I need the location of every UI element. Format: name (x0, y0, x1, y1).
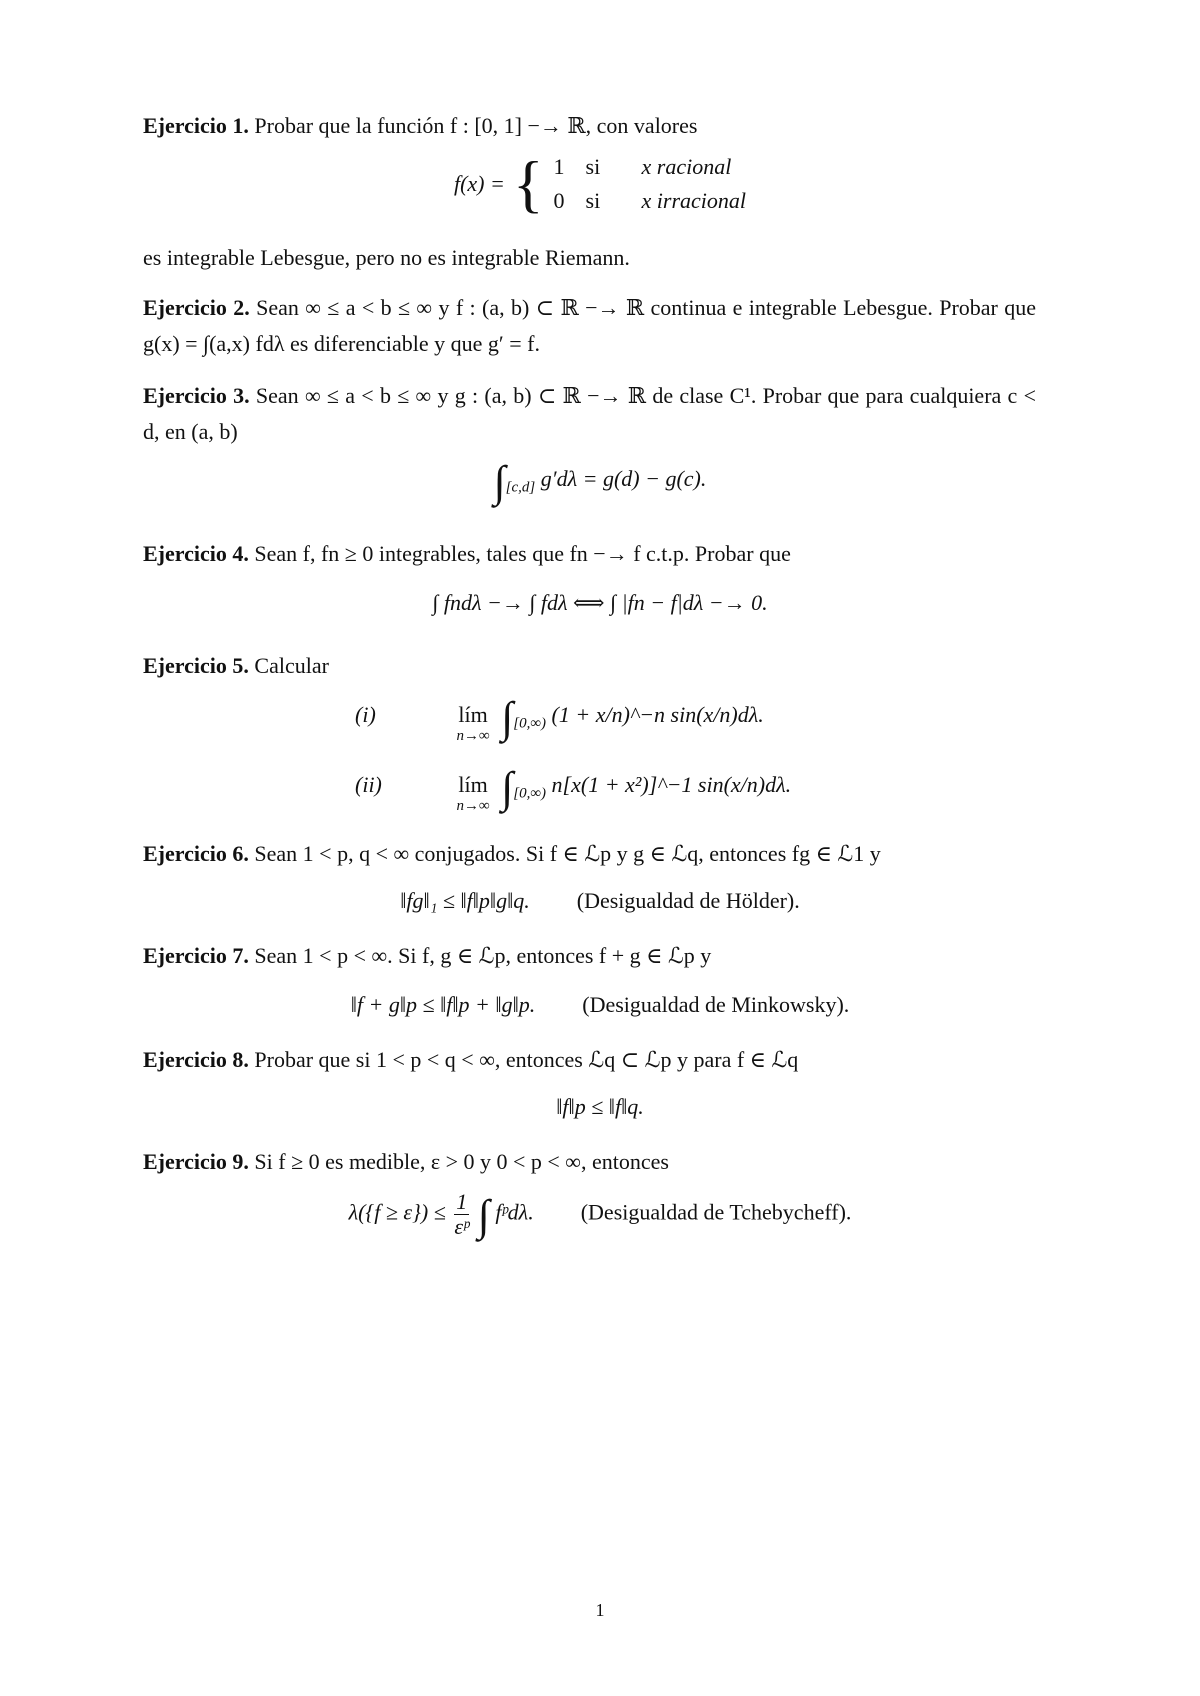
limit-operator (457, 702, 490, 744)
exercise-text: Sean 1 < p, q < ∞ conjugados. Si f ∈ ℒp y g ∈ ℒq, entonces fg ∈ ℒ1 y (254, 841, 881, 866)
exercise-text: Sean 1 < p < ∞. Si f, g ∈ ℒp, entonces f + g ∈ ℒp y (254, 943, 712, 968)
exercise-8 (143, 1042, 1036, 1078)
display-formula: g′dλ = g(d) − g(c). (540, 466, 707, 491)
exercise-text: Sean ∞ ≤ a < b ≤ ∞ y g : (a, b) ⊂ ℝ −→ ℝ de clase C¹. Probar que para cualquiera c < d, en (a, b) (143, 383, 1036, 444)
exercise-label: Ejercicio 7. (143, 943, 249, 968)
exercise-3-display: $\int_{[c,d]}$ g′dλ = g(d) − g(c). (493, 457, 707, 506)
case-value: 1 (553, 154, 565, 179)
lim-subscript: n→∞ (456, 728, 490, 744)
exercise-text: Calcular (254, 653, 329, 678)
integral-domain: [c,d] (505, 479, 536, 496)
piecewise-lhs: f(x) = (453, 171, 505, 196)
fraction-numerator: 1 (456, 1189, 468, 1214)
exercise-5 (143, 648, 1036, 684)
case-condition: x racional (641, 154, 732, 179)
exercise-label: Ejercicio 2. (143, 295, 250, 320)
exercise-text: Si f ≥ 0 es medible, ε > 0 y 0 < p < ∞, entonces (254, 1149, 669, 1174)
exercise-label: Ejercicio 4. (143, 541, 249, 566)
inequality-name: (Desigualdad de Hölder). (576, 888, 800, 913)
item-label: (i) (355, 702, 376, 727)
fraction (454, 1190, 469, 1239)
exercise-4 (143, 536, 1036, 572)
exercise-text: Probar que si 1 < p < q < ∞, entonces ℒq ⊂ ℒp y para f ∈ ℒq (254, 1047, 799, 1072)
cases-table (554, 150, 747, 218)
limit-item-1: (i) lím n→∞ $\int_{[0,\infty)}$ (1 + x/n)^−n sin(x/n)dλ. (355, 693, 764, 744)
exercise-1-conclusion: es integrable Lebesgue, pero no es integrable Riemann. (143, 245, 630, 270)
exercise-label: Ejercicio 8. (143, 1047, 249, 1072)
exercise-7 (143, 938, 1036, 974)
exercise-label: Ejercicio 5. (143, 653, 249, 678)
integrand: (1 + x/n)^−n sin(x/n)dλ. (551, 702, 764, 727)
case-si: si (585, 154, 601, 179)
exercise-8-display: ‖f‖p ≤ ‖f‖q. (556, 1094, 644, 1119)
display-lhs: λ({f ≥ ε}) ≤ (348, 1199, 446, 1225)
display-rhs: fᵖdλ. (495, 1199, 534, 1225)
page-number: 1 (595, 1600, 605, 1620)
piecewise-definition: f(x) = { 1 si x racional 0 si x irracional (453, 148, 747, 219)
exercise-1 (143, 108, 1036, 144)
integral-domain: [0,∞) (513, 715, 547, 732)
exercise-2 (143, 290, 1036, 362)
exercise-label: Ejercicio 3. (143, 383, 250, 408)
exercise-6-display (0, 888, 1200, 914)
lim-word: lím (458, 772, 488, 797)
case-value: 0 (553, 188, 565, 213)
display-formula: ‖f + g‖p ≤ ‖f‖p + ‖g‖p. (350, 992, 536, 1017)
case-si: si (585, 188, 601, 213)
exercise-9 (143, 1144, 1036, 1180)
lim-word: lím (458, 702, 488, 727)
integral-domain: [0,∞) (513, 785, 547, 802)
fraction-denominator: εᵖ (454, 1214, 470, 1239)
exercise-label: Ejercicio 6. (143, 841, 249, 866)
inequality-name: (Desigualdad de Minkowsky). (582, 992, 850, 1017)
exercise-9-display: λ({f ≥ ε}) ≤ $\frac{1}{\text{εᵖ}}$ ∫ fᵖdλ. (Desigualdad de Tchebycheff). (348, 1189, 852, 1240)
limit-operator (457, 772, 490, 814)
exercise-7-display (0, 992, 1200, 1018)
lim-subscript: n→∞ (456, 798, 490, 814)
exercise-text: Sean ∞ ≤ a < b ≤ ∞ y f : (a, b) ⊂ ℝ −→ ℝ continua e integrable Lebesgue. Probar que g(x) = ∫(a,x) fdλ es diferenciable y que g′ = f. (143, 295, 1037, 356)
limit-item-2: (ii) lím n→∞ $\int_{[0,\infty)}$ n[x(1 + x²)]^−1 sin(x/n)dλ. (355, 763, 792, 814)
exercise-3 (143, 378, 1036, 450)
inequality-name: (Desigualdad de Tchebycheff). (580, 1199, 852, 1225)
exercise-label: Ejercicio 1. (143, 113, 249, 138)
display-formula: ‖fg‖₁ ≤ ‖f‖p‖g‖q. (400, 888, 530, 913)
exercise-text: Probar que la función f : [0, 1] −→ ℝ, con valores (254, 113, 698, 138)
integrand: n[x(1 + x²)]^−1 sin(x/n)dλ. (551, 772, 792, 797)
case-condition: x irracional (641, 188, 747, 213)
item-label: (ii) (355, 772, 382, 797)
exercise-6 (143, 836, 1036, 872)
exercise-text: Sean f, fn ≥ 0 integrables, tales que fn −→ f c.t.p. Probar que (254, 541, 791, 566)
exercise-4-display: ∫ fndλ −→ ∫ fdλ ⟺ ∫ |fn − f|dλ −→ 0. (432, 590, 768, 615)
exercise-label: Ejercicio 9. (143, 1149, 249, 1174)
